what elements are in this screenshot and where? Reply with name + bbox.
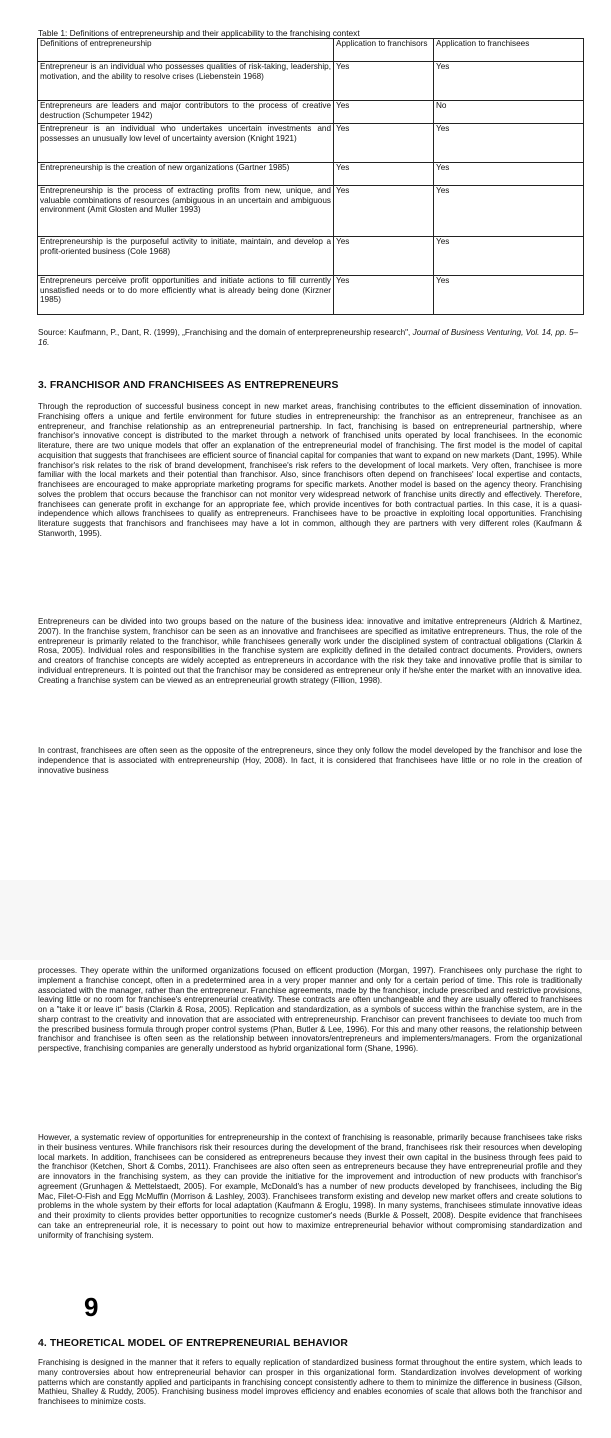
table-caption: Table 1: Definitions of entrepreneurship and their applicability to the franchising context	[38, 28, 360, 38]
table-row	[38, 101, 584, 124]
table-cell-franchisees: Yes	[434, 186, 584, 237]
table-cell-franchisees: Yes	[434, 62, 584, 101]
definitions-table	[37, 38, 584, 315]
table-row	[38, 163, 584, 186]
section-3-paragraph-3: In contrast, franchisees are often seen as the opposite of the entrepreneurs, since they only follow the model developed by the franchisor and lose the independence that is associated with entrepreneurship (Hoy, 2008). In fact, it is considered that franchisees have little or no role in the creation of innovative business	[38, 746, 582, 775]
table-cell-franchisors: Yes	[334, 62, 434, 101]
table-cell-definition: Entrepreneurs are leaders and major contributors to the process of creative destruction (Schumpeter 1942)	[38, 101, 334, 124]
table-cell-franchisees: Yes	[434, 124, 584, 163]
table-header-franchisees: Application to franchisees	[434, 39, 584, 62]
table-row	[38, 186, 584, 237]
page-number: 9	[84, 1292, 99, 1322]
table-source-journal: Journal of Business Venturing, Vol. 14, pp. 5–16.	[38, 328, 579, 347]
table-cell-definition: Entrepreneurship is the purposeful activity to initiate, maintain, and develop a profit-oriented business (Cole 1968)	[38, 237, 334, 276]
page-gap	[0, 880, 611, 960]
table-row	[38, 237, 584, 276]
section-4-paragraph: Franchising is designed in the manner that it refers to equally replication of standardized business format throughout the entire system, which leads to many controversies about how entrepreneurial behavior can prosper in this organizational form. Standardization involves development of working patterns which are constantly applied and participants in franchising concept consistently adhere to them to minimize the difference in business (Gilson, Mathieu, Shalley & Ruddy, 2005). Franchising business model improves efficiency and enables economies of scale that allows both the franchisor and franchisees to minimize costs.	[38, 1358, 582, 1406]
section-4-heading: 4. THEORETICAL MODEL OF ENTREPRENEURIAL BEHAVIOR	[38, 1338, 349, 1349]
table-cell-franchisors: Yes	[334, 276, 434, 315]
table-source-text: Source: Kaufmann, P., Dant, R. (1999), „Franchising and the domain of enterprepreneurship research",	[38, 328, 413, 337]
table-cell-definition: Entrepreneurship is the creation of new organizations (Gartner 1985)	[38, 163, 334, 186]
section-3-paragraph-1: Through the reproduction of successful business concept in new market areas, franchising contributes to the efficient dissemination of innovation. Franchising offers a unique and fertile environment for future studies in entrepreneurship: the franchisor as an entrepreneur, franchisee as an entrepreneur, and franchise relationship as an entrepreneurial partnership. In fact, franchising is based on entrepreneurial partnership, where franchisor's innovative concept is distributed to the market through a network of franchised units operated by local franchisees. In the economic literature, there are two unique models that offer an explanation of the entrepreneurial model of franchising. The first model is the model of capital acquisition that suggests that franchisees are efficient source of financial capital for companies that want to expand on new markets (Dant, 1995). While franchisor's risk relates to the risk of brand development, franchisee's risk refers to the development of local markets. Very often, franchisee is more familiar with the local markets and their potential than franchisor. Also, since franchisors often depend on franchisees' local expertise and contacts, franchisees are encouraged to make appropriate marketing programs for specific markets. Another model is based on the agency theory. Franchising solves the problem that occurs because the franchisor can not monitor very widespread network of franchise units directly and effectively. Therefore, franchisees can generate profit in exchange for an appropriate fee, which provide incentives for both contractual parties. In this case, it is a quasi-independence which allows franchisees to qualify as entrepreneurs. Franchisees have to be proactive in exploiting local opportunities. Franchising literature suggests that franchisors and franchisees may have a lot in common, although they are partners with very different roles (Kaufmann & Stanworth, 1995).	[38, 402, 582, 538]
table-cell-definition: Entrepreneur is an individual who undertakes uncertain investments and possesses an unusually low level of uncertainty aversion (Knight 1921)	[38, 124, 334, 163]
table-cell-franchisees: Yes	[434, 163, 584, 186]
table-cell-franchisors: Yes	[334, 237, 434, 276]
table-cell-definition: Entrepreneurs perceive profit opportunities and initiate actions to fill currently unsatisfied needs or to do more efficiently what is already being done (Kirzner 1985)	[38, 276, 334, 315]
table-row	[38, 62, 584, 101]
table-cell-franchisees: Yes	[434, 276, 584, 315]
table-cell-definition: Entrepreneur is an individual who possesses qualities of risk-taking, leadership, motivation, and the ability to resolve crises (Liebenstein 1968)	[38, 62, 334, 101]
table-cell-franchisees: No	[434, 101, 584, 124]
table-row	[38, 276, 584, 315]
table-cell-franchisors: Yes	[334, 101, 434, 124]
table-cell-franchisees: Yes	[434, 237, 584, 276]
table-header-franchisors: Application to franchisors	[334, 39, 434, 62]
section-3-heading: 3. FRANCHISOR AND FRANCHISEES AS ENTREPRENEURS	[38, 380, 339, 391]
table-header-row	[38, 39, 584, 62]
table-cell-franchisors: Yes	[334, 163, 434, 186]
page-2-paragraph-2: However, a systematic review of opportunities for entrepreneurship in the context of franchising is reasonable, primarily because franchisees take risks in their business ventures. While franchisors risk their resources during the development of the brand, franchisees risk their resources when developing local markets. In addition, franchisees can be considered as entrepreneurs because they invest their own capital in the business through fees paid to the franchisor (Ketchen, Short & Combs, 2011). Franchisees are also often seen as entrepreneurs because they have entrepreneurial profile and they are innovators in the franchising system, as they can provide the initiative for the improvement and introduction of new products with franchisor's agreement (Grunhagen & Mettelstaedt, 2005). For example, McDonald's has a number of new products developed by franchisees, including the Big Mac, Filet-O-Fish and Egg McMuffin (Morrison & Lashley, 2003). Franchisees transform existing and develop new market offers and create solutions to problems in the whole system by their efforts for local adaptation (Kaufmann & Eroglu, 1998). In many systems, franchisees stimulate innovative ideas and their proximity to clients provides better opportunities to recognize customer's needs (Burkle & Posselt, 2008). Despite evidence that franchisees can take an entrepreneurial role, it is necessary to point out how to maximize entrepreneurial behavior without compromising standardization and uniformity of franchising system.	[38, 1133, 582, 1240]
table-source	[38, 328, 584, 348]
section-3-paragraph-2: Entrepreneurs can be divided into two groups based on the nature of the business idea: innovative and imitative entrepreneurs (Aldrich & Martinez, 2007). In the franchise system, franchisor can be seen as an innovative and franchisees are specified as imitative entrepreneurs. Thus, the role of the entrepreneur is primarily related to the franchisor, while franchisees generally work under the disciplined system of contractual obligations (Clarkin & Rosa, 2005). Individual roles and responsibilities in the franchise system are explicitly defined in the detailed contract documents. Providers, owners and creators of franchise concepts are widely accepted as entrepreneurs in accordance with the risk they take and innovative profile that is similar to individual entrepreneurs. It is pointed out that the franchisor may be considered as entrepreneur only if he/she enter the market with an innovative idea. Creating a franchise system can be viewed as an entrepreneurial growth strategy (Fillion, 1998).	[38, 617, 582, 685]
table-cell-franchisors: Yes	[334, 186, 434, 237]
table-cell-definition: Entrepreneurship is the process of extracting profits from new, unique, and valuable combinations of resources (ambiguous in an uncertain and ambiguous environment (Amit Glosten and Muller 1993)	[38, 186, 334, 237]
table-cell-franchisors: Yes	[334, 124, 434, 163]
table-row	[38, 124, 584, 163]
table-header-definitions: Definitions of entrepreneurship	[38, 39, 334, 62]
page-2-paragraph-1: processes. They operate within the uniformed organizations focused on efficent production (Morgan, 1997). Franchisees only purchase the right to implement a franchise concept, often in a predetermined area in a very proper manner and only for a certain period of time. This role is traditionally associated with the manager, rather than the entrepreneur. Franchise agreements, made by the franchisor, include prescribed and restrictive provisions, leaving little or no room for franchisee's entrepreneurial creativity. These contracts are often unchangeable and they are usually offered to franchisees on a "take it or leave it" basis (Clarkin & Rosa, 2005). Replication and standardization, as a symbols of success within the franchise system, are in the sharp contrast to the creativity and innovation that are associated with entrepreneurship. Franchisor can prevent franchisees to deviate too much from the prescribed business formula through proper control systems (Phan, Butler & Lee, 1996). For this and many other reasons, the relationship between franchisor and franchisee is often seen as the relationship between innovators/entrepreneurs and implementers/managers. From the organizational perspective, franchising companies are generally understood as hybrid organizational form (Shane, 1996).	[38, 966, 582, 1053]
